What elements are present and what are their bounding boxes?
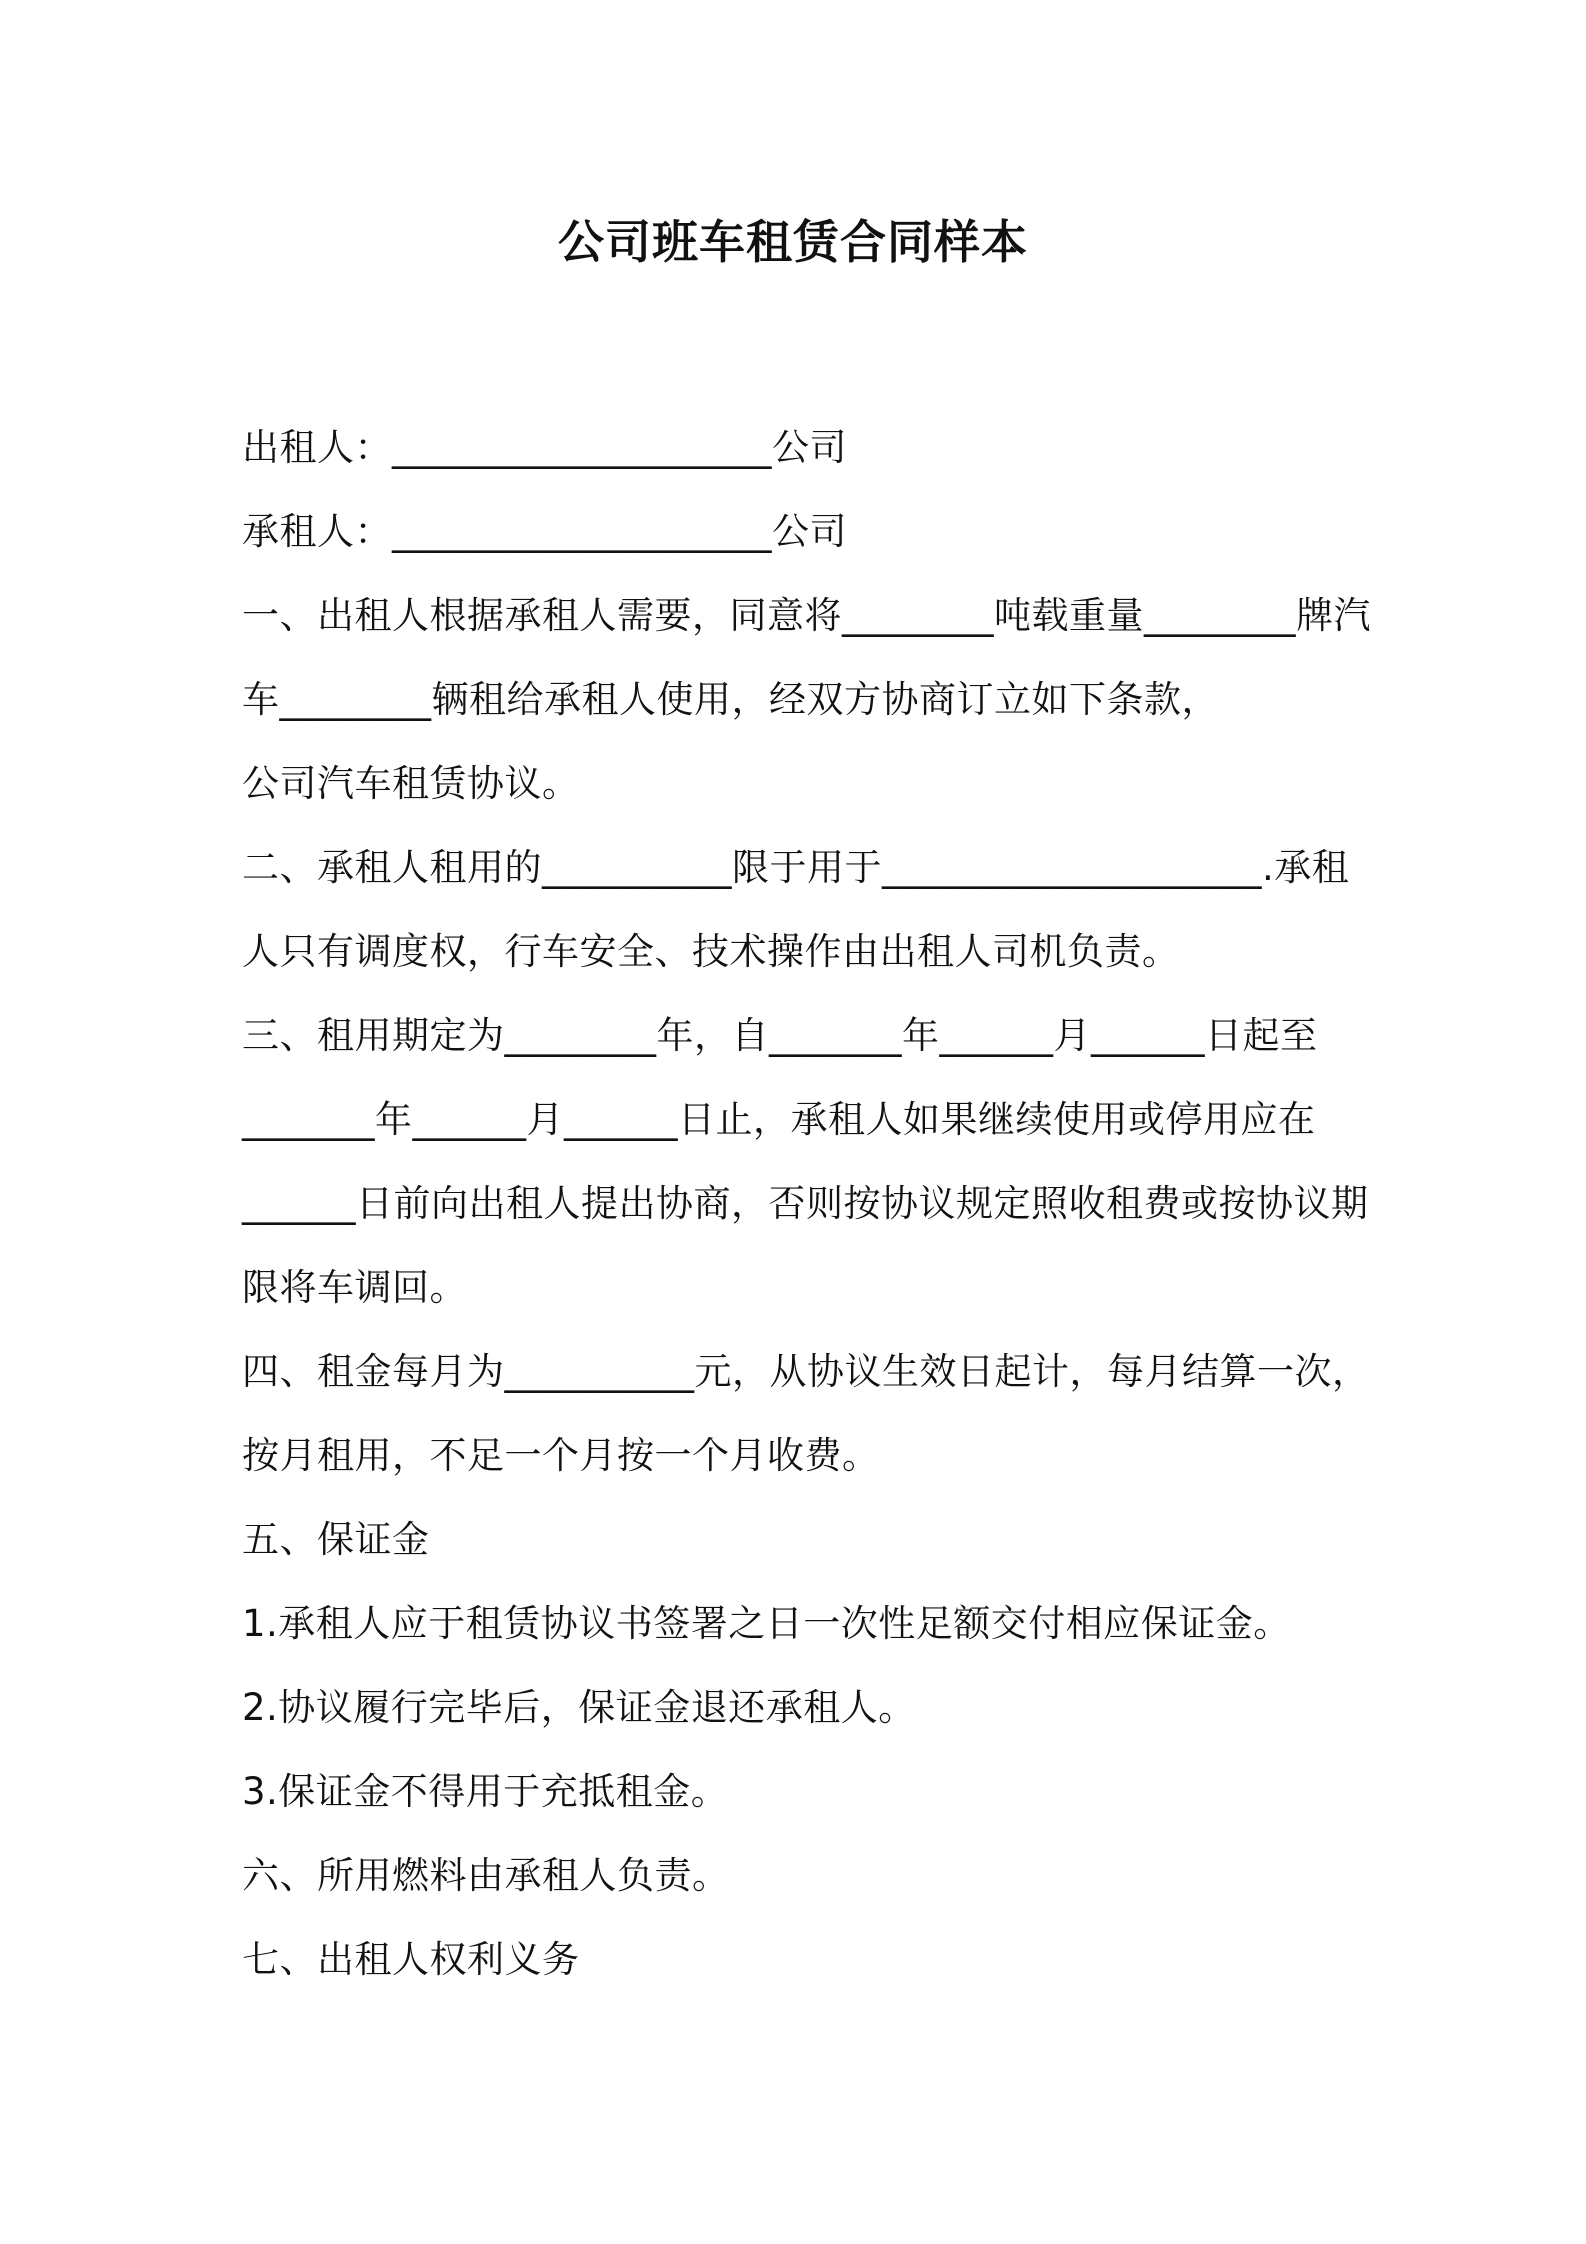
clause-5-item-2: 2.协议履行完毕后，保证金退还承租人。	[242, 1686, 916, 1729]
clause-3-line-3: ______日前向出租人提出协商，否则按协议规定照收租费或按协议期	[242, 1182, 1369, 1225]
clause-1-line-1: 一、出租人根据承租人需要，同意将________吨载重量________牌汽	[242, 594, 1371, 637]
lessee-line: 承租人：____________________公司	[242, 510, 847, 553]
clause-5-item-3: 3.保证金不得用于充抵租金。	[242, 1770, 729, 1813]
clause-7-heading: 七、出租人权利义务	[242, 1938, 580, 1981]
clause-4-line-2: 按月租用，不足一个月按一个月收费。	[242, 1434, 880, 1477]
clause-1-line-3: 公司汽车租赁协议。	[242, 762, 580, 805]
clause-5-item-1: 1.承租人应于租赁协议书签署之日一次性足额交付相应保证金。	[242, 1602, 1291, 1645]
clause-1-line-2: 车________辆租给承租人使用，经双方协商订立如下条款，	[242, 678, 1219, 721]
document-body	[242, 406, 1372, 2002]
clause-2-line-1: 二、承租人租用的__________限于用于____________________.承租	[242, 846, 1350, 889]
clause-5-heading: 五、保证金	[242, 1518, 430, 1561]
clause-6-line: 六、所用燃料由承租人负责。	[242, 1854, 730, 1897]
lessor-line: 出租人：____________________公司	[242, 426, 847, 469]
clause-3-line-4: 限将车调回。	[242, 1266, 467, 1309]
clause-2-line-2: 人只有调度权，行车安全、技术操作由出租人司机负责。	[242, 930, 1180, 973]
clause-3-line-1: 三、租用期定为________年，自_______年______月______日起至	[242, 1014, 1318, 1057]
clause-4-line-1: 四、租金每月为__________元，从协议生效日起计，每月结算一次，	[242, 1350, 1370, 1393]
clause-3-line-2: _______年______月______日止，承租人如果继续使用或停用应在	[242, 1098, 1316, 1141]
document-title: 公司班车租赁合同样本	[558, 215, 1028, 269]
